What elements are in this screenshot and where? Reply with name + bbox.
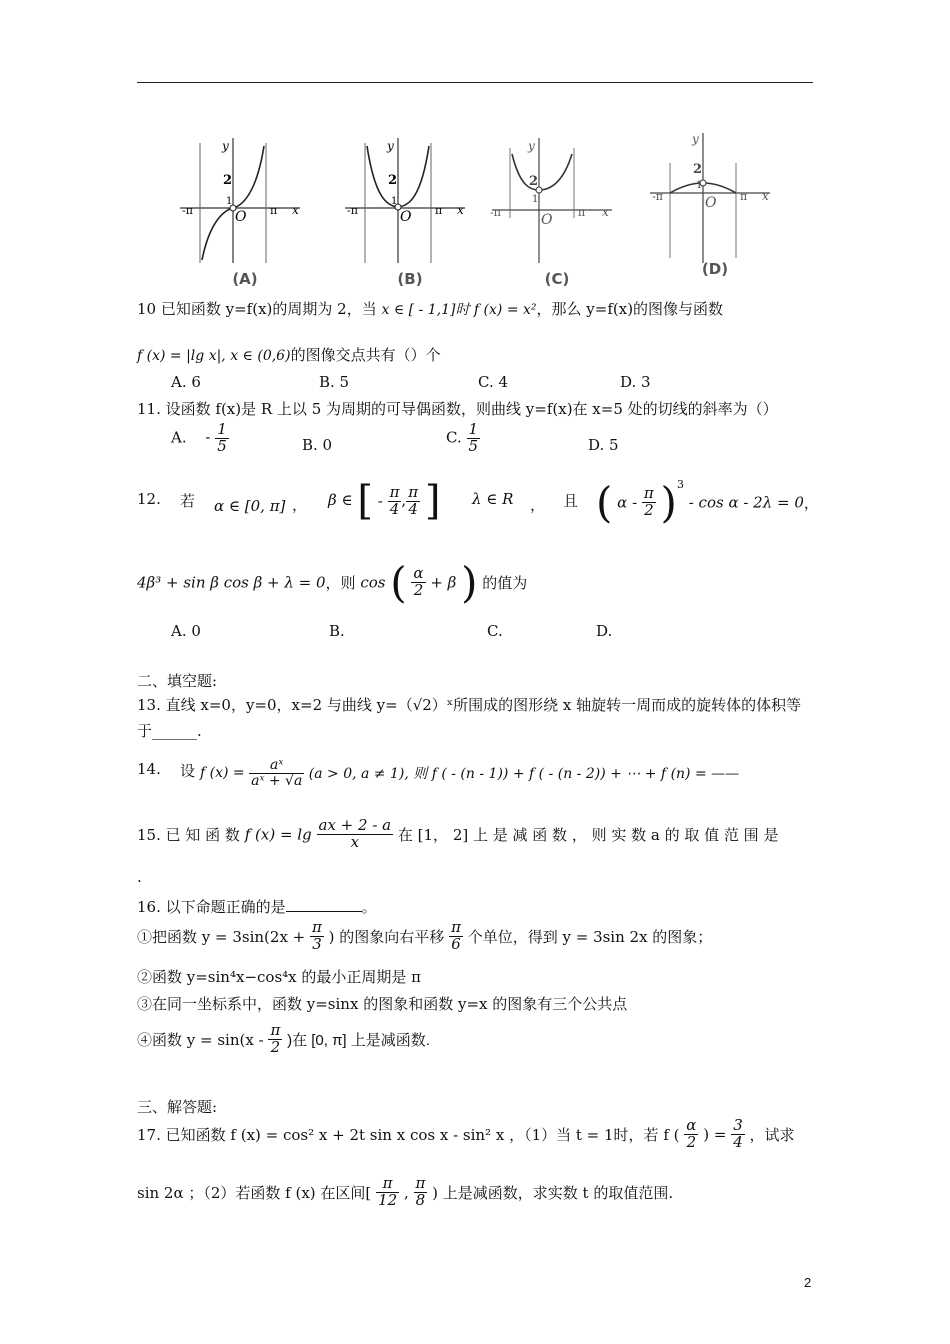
svg-text:y: y xyxy=(528,139,535,153)
q10-option-b: B. 5 xyxy=(319,373,350,391)
q12-eq1: ( α - $\frac{\pi}{2}$ )$^3$ - cos α - 2λ = 0， xyxy=(596,478,819,527)
graph-c-caption: (C) xyxy=(544,270,570,288)
svg-text:O: O xyxy=(705,195,717,211)
graph-b xyxy=(335,128,485,293)
q10-math-a: x ∈ [ - 1,1]时 f (x) = x² xyxy=(381,302,537,318)
q16-item4: ④函数 y = sin(x - $\frac{\pi}{2}$ )在 [0, π] 上是减函数. xyxy=(137,1021,430,1056)
graph-d xyxy=(640,128,790,293)
page-number: 2 xyxy=(804,1275,812,1290)
graph-a xyxy=(170,128,320,293)
svg-text:O: O xyxy=(541,212,553,228)
q12-number: 12. xyxy=(137,490,161,508)
svg-text:-π: -π xyxy=(182,204,193,217)
svg-text:O: O xyxy=(235,209,247,225)
q10-option-c: C. 4 xyxy=(478,373,509,391)
q17-line2: sin 2α ；（2）若函数 f (x) 在区间[ $\frac{\pi}{12}$ , $\frac{\pi}{8}$ ) 上是减函数，求实数 t 的取值范围. xyxy=(137,1174,674,1209)
svg-text:2: 2 xyxy=(693,162,703,177)
svg-text:2: 2 xyxy=(388,173,398,188)
svg-text:1: 1 xyxy=(226,196,233,207)
q10-option-d: D. 3 xyxy=(620,373,651,391)
svg-text:x: x xyxy=(602,205,609,219)
svg-text:2: 2 xyxy=(223,173,233,188)
q12-ruo: 若 xyxy=(180,492,196,510)
q14-number: 14. xyxy=(137,760,161,778)
q12-qie: 且 xyxy=(563,492,579,510)
section-fill-in: 二、填空题: xyxy=(137,672,218,690)
svg-text:-π: -π xyxy=(652,190,663,203)
q14-she: 设 xyxy=(180,762,196,780)
q12-option-b: B. xyxy=(329,622,345,640)
q12-beta: β ∈ [ - $\frac{\pi}{4}$ , $\frac{\pi}{4}$ ] xyxy=(328,478,441,524)
graph-b-caption: (B) xyxy=(397,270,423,288)
q15-line: 15. 已 知 函 数 f (x) = lg $\frac{ax + 2 - a}{x}$ 在 [1， 2] 上 是 减 函 数 ， 则 实 数 a 的 取 值 范 围 是 xyxy=(137,816,779,851)
svg-text:y: y xyxy=(692,132,699,146)
q14-expr: f (x) = $\frac{\text{aˣ}}{\text{aˣ + √a}}$ (a > 0, a ≠ 1), 则 f ( - (n - 1)) + f ( - (n - 2)) + ⋯ + f (n) = —— xyxy=(200,757,740,789)
q10-text-a: 10 已知函数 y=f(x)的周期为 2，当 xyxy=(137,300,377,318)
svg-text:π: π xyxy=(578,206,586,219)
q16-item1: ①把函数 y = 3sin(2x + $\frac{\pi}{3}$ ) 的图象向右平移 $\frac{\pi}{6}$ 个单位，得到 y = 3sin 2x 的图象； xyxy=(137,918,713,953)
q16-item3: ③在同一坐标系中，函数 y=sinx 的图象和函数 y=x 的图象有三个公共点 xyxy=(137,995,628,1013)
answer-graphs xyxy=(170,128,790,293)
svg-text:x: x xyxy=(762,189,769,203)
q12-option-c: C. xyxy=(487,622,503,640)
svg-text:π: π xyxy=(435,204,443,217)
q11-option-b: B. 0 xyxy=(302,436,333,454)
q13-line1: 13. 直线 x=0，y=0，x=2 与曲线 y=（√2）ˣ所围成的图形绕 x 轴旋转一周而成的旋转体的体积等 xyxy=(137,696,802,714)
q12-option-a: A. 0 xyxy=(171,622,201,640)
svg-text:1: 1 xyxy=(696,180,703,191)
graph-d-caption: (D) xyxy=(701,260,729,278)
q10-line1 xyxy=(137,298,723,319)
q11-option-a: A. - $\frac{1}{5}$ xyxy=(171,420,227,455)
graph-a-caption: (A) xyxy=(232,270,258,288)
q12-lambda: λ ∈ R xyxy=(472,490,514,508)
svg-text:π: π xyxy=(740,190,748,203)
q13-line2: 于______. xyxy=(137,722,202,740)
q11-option-d: D. 5 xyxy=(588,436,619,454)
q12-line2: 4β³ + sin β cos β + λ = 0，则 cos ( $\frac{\alpha}{2}$ + β ) 的值为 xyxy=(137,558,528,607)
svg-text:π: π xyxy=(270,204,278,217)
svg-text:2: 2 xyxy=(529,174,539,189)
q11-option-c: C. $\frac{1}{5}$ xyxy=(446,420,479,455)
q16-item2: ②函数 y=sin⁴x−cos⁴x 的最小正周期是 π xyxy=(137,968,422,986)
q10-line2 xyxy=(137,344,441,365)
svg-text:x: x xyxy=(292,203,299,217)
section-solve: 三、解答题: xyxy=(137,1098,218,1116)
q12-option-d: D. xyxy=(596,622,613,640)
q10-math-b: f (x) = |lg x|, x ∈ (0,6) xyxy=(137,348,291,364)
svg-text:y: y xyxy=(387,139,394,153)
graph-c xyxy=(482,128,632,293)
q17-line1: 17. 已知函数 f (x) = cos² x + 2t sin x cos x - sin² x ，（1）当 t = 1时，若 f ( $\frac{\alpha}{2}$ ) = $\frac{3}{4}$ ，试求 xyxy=(137,1116,795,1151)
svg-text:1: 1 xyxy=(532,194,539,205)
q10-option-a: A. 6 xyxy=(171,373,201,391)
q12-alpha: α ∈ [0, π] xyxy=(214,497,286,515)
q11-text: 11. 设函数 f(x)是 R 上以 5 为周期的可导偶函数，则曲线 y=f(x)在 x=5 处的切线的斜率为（） xyxy=(137,400,778,418)
svg-text:O: O xyxy=(400,209,412,225)
q16-line: 16. 以下命题正确的是 。 xyxy=(137,898,377,916)
header-rule xyxy=(137,82,813,83)
q10-text-b: ，那么 y=f(x)的图像与函数 xyxy=(536,300,724,318)
svg-text:-π: -π xyxy=(490,206,501,219)
svg-text:x: x xyxy=(457,203,464,217)
q15-dot: . xyxy=(137,868,142,886)
q10-text-c: 的图像交点共有（）个 xyxy=(290,346,441,364)
svg-text:y: y xyxy=(222,139,229,153)
svg-text:1: 1 xyxy=(391,196,398,207)
svg-text:-π: -π xyxy=(347,204,358,217)
